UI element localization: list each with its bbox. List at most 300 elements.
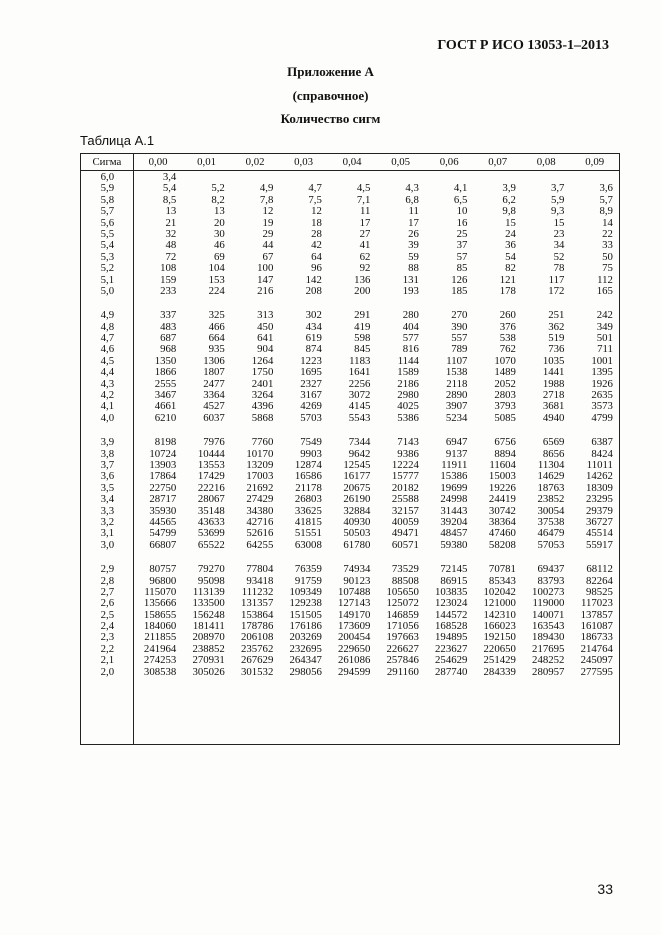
value-cell: 2635 xyxy=(591,389,613,402)
value-cell: 3,9 xyxy=(502,182,516,195)
value-cell: 6756 xyxy=(494,436,516,449)
value-cell: 3,6 xyxy=(599,182,613,195)
value-cell: 8,2 xyxy=(211,193,225,206)
value-cell: 1183 xyxy=(349,354,371,367)
value-cell: 845 xyxy=(354,343,371,356)
value-cell: 67 xyxy=(262,250,274,263)
value-cell: 129238 xyxy=(289,597,322,610)
value-cell: 50503 xyxy=(343,527,371,540)
value-cell: 176186 xyxy=(289,620,322,633)
value-cell: 3264 xyxy=(251,389,274,402)
sigma-cell: 2,8 xyxy=(100,574,115,587)
value-cell: 8,5 xyxy=(162,193,177,206)
value-cell: 32884 xyxy=(343,504,371,517)
sigma-cell: 4,2 xyxy=(100,389,115,402)
value-cell: 1144 xyxy=(397,354,419,367)
value-cell: 137857 xyxy=(580,608,613,621)
value-cell: 30 xyxy=(214,227,225,240)
value-cell: 44 xyxy=(262,239,274,252)
value-cell: 641 xyxy=(257,332,274,345)
value-cell: 37538 xyxy=(537,515,565,528)
value-cell: 217695 xyxy=(532,642,565,655)
value-cell: 24 xyxy=(505,227,516,240)
value-cell: 28 xyxy=(311,227,322,240)
value-cell: 404 xyxy=(402,320,419,333)
value-cell: 4940 xyxy=(542,411,565,424)
value-cell: 4,3 xyxy=(405,182,419,195)
value-cell: 76359 xyxy=(294,563,322,576)
value-cell: 6569 xyxy=(542,436,565,449)
value-cell: 10 xyxy=(456,205,468,218)
value-cell: 238852 xyxy=(192,642,225,655)
value-cell: 36727 xyxy=(585,515,613,528)
value-cell: 91759 xyxy=(294,574,322,587)
value-cell: 3573 xyxy=(591,400,613,413)
header-cell: 0,03 xyxy=(294,156,314,168)
value-cell: 3,4 xyxy=(162,171,177,183)
value-cell: 242 xyxy=(596,309,613,322)
value-cell: 142310 xyxy=(483,608,516,621)
value-cell: 96800 xyxy=(149,574,177,587)
value-cell: 5,2 xyxy=(211,182,225,195)
value-cell: 270931 xyxy=(192,654,225,667)
value-cell: 153864 xyxy=(240,608,274,621)
value-cell: 216 xyxy=(257,284,274,297)
sigma-cell: 2,1 xyxy=(100,654,115,667)
value-cell: 9386 xyxy=(397,447,419,460)
value-cell: 325 xyxy=(208,309,225,322)
value-cell: 200 xyxy=(354,284,371,297)
value-cell: 257846 xyxy=(386,654,419,667)
value-cell: 687 xyxy=(160,332,177,345)
value-cell: 13553 xyxy=(197,458,225,471)
value-cell: 35930 xyxy=(149,504,177,517)
value-cell: 88508 xyxy=(391,574,419,587)
value-cell: 96 xyxy=(311,262,322,275)
value-cell: 11011 xyxy=(586,458,613,471)
value-cell: 291 xyxy=(354,309,371,322)
sigma-cell: 5,8 xyxy=(100,193,115,206)
value-cell: 184060 xyxy=(143,620,177,633)
value-cell: 193 xyxy=(402,284,419,297)
value-cell: 57053 xyxy=(537,538,565,551)
sigma-cell: 2,0 xyxy=(100,665,115,678)
value-cell: 70781 xyxy=(488,563,516,576)
table-row xyxy=(81,598,619,609)
value-cell: 65522 xyxy=(197,538,225,551)
value-cell: 88 xyxy=(408,262,419,275)
value-cell: 156248 xyxy=(192,608,225,621)
value-cell: 2718 xyxy=(542,389,565,402)
value-cell: 26190 xyxy=(343,493,371,506)
sigma-cell: 2,6 xyxy=(100,597,115,610)
value-cell: 7344 xyxy=(348,436,371,449)
value-cell: 280 xyxy=(402,309,419,322)
value-cell: 233 xyxy=(160,284,177,297)
value-cell: 103835 xyxy=(435,585,468,598)
value-cell: 52616 xyxy=(246,527,274,540)
value-cell: 264347 xyxy=(289,654,322,667)
value-cell: 117023 xyxy=(580,597,613,610)
value-cell: 79270 xyxy=(197,563,225,576)
value-cell: 39204 xyxy=(440,515,468,528)
value-cell: 22 xyxy=(602,227,613,240)
value-cell: 78 xyxy=(553,262,565,275)
value-cell: 10170 xyxy=(246,447,274,460)
value-cell: 6,8 xyxy=(405,193,419,206)
value-cell: 557 xyxy=(451,332,468,345)
value-cell: 15 xyxy=(553,216,565,229)
value-cell: 19226 xyxy=(488,481,516,494)
value-cell: 11304 xyxy=(537,458,565,471)
value-cell: 93418 xyxy=(246,574,274,587)
value-cell: 4799 xyxy=(591,411,613,424)
value-cell: 450 xyxy=(257,320,274,333)
value-cell: 16586 xyxy=(294,470,322,483)
value-cell: 6947 xyxy=(445,436,468,449)
value-cell: 48457 xyxy=(440,527,468,540)
value-cell: 11 xyxy=(408,205,419,218)
value-cell: 121000 xyxy=(483,597,516,610)
table-label: Таблица А.1 xyxy=(80,133,155,148)
value-cell: 270 xyxy=(451,309,468,322)
value-cell: 12 xyxy=(262,205,274,218)
value-cell: 105650 xyxy=(386,585,419,598)
table-row xyxy=(81,183,619,194)
value-cell: 2256 xyxy=(348,377,371,390)
value-cell: 29379 xyxy=(585,504,613,517)
value-cell: 1695 xyxy=(300,366,322,379)
value-cell: 47460 xyxy=(488,527,516,540)
value-cell: 62 xyxy=(359,250,371,263)
value-cell: 362 xyxy=(548,320,565,333)
sigma-cell: 5,5 xyxy=(100,227,115,240)
value-cell: 165 xyxy=(596,284,613,297)
value-cell: 21 xyxy=(165,216,177,229)
value-cell: 49471 xyxy=(391,527,419,540)
value-cell: 14 xyxy=(602,216,613,229)
value-cell: 1988 xyxy=(542,377,565,390)
value-cell: 42716 xyxy=(246,515,274,528)
value-cell: 1035 xyxy=(542,354,565,367)
value-cell: 232695 xyxy=(289,642,322,655)
value-cell: 172 xyxy=(548,284,565,297)
value-cell: 267629 xyxy=(240,654,274,667)
value-cell: 18309 xyxy=(585,481,613,494)
value-cell: 577 xyxy=(402,332,419,345)
value-cell: 33625 xyxy=(294,504,322,517)
sigma-cell: 5,4 xyxy=(100,239,115,252)
value-cell: 501 xyxy=(596,332,613,345)
value-cell: 166023 xyxy=(483,620,516,633)
sigma-cell: 5,3 xyxy=(100,250,115,263)
value-cell: 235762 xyxy=(240,642,274,655)
value-cell: 2118 xyxy=(446,377,468,390)
value-cell: 2186 xyxy=(397,377,419,390)
value-cell: 13 xyxy=(214,205,225,218)
table-row xyxy=(81,528,619,539)
value-cell: 4,7 xyxy=(308,182,322,195)
value-cell: 7143 xyxy=(397,436,419,449)
value-cell: 7549 xyxy=(300,436,322,449)
value-cell: 140071 xyxy=(532,608,565,621)
value-cell: 27429 xyxy=(246,493,274,506)
value-cell: 39 xyxy=(408,239,419,252)
value-cell: 4,1 xyxy=(453,182,468,195)
value-cell: 66807 xyxy=(149,538,177,551)
sigma-cell: 5,0 xyxy=(100,284,115,297)
value-cell: 287740 xyxy=(435,665,468,678)
value-cell: 762 xyxy=(499,343,516,356)
value-cell: 3167 xyxy=(300,389,322,402)
value-cell: 197663 xyxy=(386,631,419,644)
value-cell: 16 xyxy=(456,216,468,229)
value-cell: 15386 xyxy=(440,470,468,483)
value-cell: 63008 xyxy=(294,538,322,551)
value-cell: 144572 xyxy=(435,608,468,621)
value-cell: 149170 xyxy=(337,608,371,621)
value-cell: 337 xyxy=(160,309,177,322)
value-cell: 277595 xyxy=(580,665,613,678)
value-cell: 3907 xyxy=(445,400,468,413)
value-cell: 13 xyxy=(165,205,177,218)
value-cell: 200454 xyxy=(337,631,371,644)
value-cell: 208 xyxy=(305,284,322,297)
value-cell: 1223 xyxy=(300,354,322,367)
value-cell: 69437 xyxy=(537,563,565,576)
value-cell: 109349 xyxy=(289,585,322,598)
value-cell: 5,7 xyxy=(599,193,613,206)
value-cell: 11604 xyxy=(489,458,516,471)
value-cell: 2555 xyxy=(154,377,177,390)
value-cell: 34 xyxy=(553,239,565,252)
value-cell: 5386 xyxy=(397,411,419,424)
table-row xyxy=(81,367,619,378)
value-cell: 4269 xyxy=(300,400,322,413)
table-row xyxy=(81,564,619,575)
sigma-cell: 2,9 xyxy=(100,563,115,576)
value-cell: 17429 xyxy=(197,470,225,483)
value-cell: 3364 xyxy=(203,389,225,402)
value-cell: 1489 xyxy=(494,366,516,379)
value-cell: 5,4 xyxy=(162,182,177,195)
value-cell: 194895 xyxy=(435,631,468,644)
value-cell: 32 xyxy=(165,227,177,240)
value-cell: 214764 xyxy=(580,642,613,655)
value-cell: 173609 xyxy=(337,620,371,633)
value-cell: 8656 xyxy=(542,447,565,460)
value-cell: 40059 xyxy=(391,515,419,528)
value-cell: 2327 xyxy=(300,377,322,390)
sigma-cell: 4,8 xyxy=(100,320,115,333)
value-cell: 1538 xyxy=(445,366,468,379)
sigma-cell: 3,6 xyxy=(100,470,115,483)
value-cell: 816 xyxy=(402,343,419,356)
value-cell: 8,9 xyxy=(599,205,613,218)
value-cell: 11911 xyxy=(441,458,468,471)
value-cell: 22216 xyxy=(197,481,225,494)
value-cell: 7,8 xyxy=(259,193,274,206)
table-header-row xyxy=(81,154,619,171)
value-cell: 274253 xyxy=(143,654,177,667)
value-cell: 301532 xyxy=(240,665,274,678)
value-cell: 598 xyxy=(354,332,371,345)
value-cell: 18 xyxy=(311,216,322,229)
value-cell: 302 xyxy=(305,309,322,322)
value-cell: 419 xyxy=(354,320,371,333)
value-cell: 4,5 xyxy=(356,182,371,195)
value-cell: 874 xyxy=(305,343,322,356)
value-cell: 117 xyxy=(548,273,565,286)
value-cell: 3,7 xyxy=(550,182,565,195)
value-cell: 112 xyxy=(597,273,613,286)
value-cell: 178786 xyxy=(240,620,274,633)
value-cell: 54 xyxy=(505,250,516,263)
value-cell: 42 xyxy=(311,239,322,252)
value-cell: 1001 xyxy=(591,354,613,367)
value-cell: 226627 xyxy=(386,642,419,655)
value-cell: 1750 xyxy=(251,366,274,379)
value-cell: 90123 xyxy=(343,574,371,587)
sigma-cell: 2,7 xyxy=(100,585,115,598)
value-cell: 13903 xyxy=(149,458,177,471)
value-cell: 64255 xyxy=(246,538,274,551)
value-cell: 245097 xyxy=(580,654,613,667)
value-cell: 2477 xyxy=(203,377,225,390)
value-cell: 19 xyxy=(262,216,274,229)
value-cell: 313 xyxy=(257,309,274,322)
value-cell: 6387 xyxy=(591,436,613,449)
value-cell: 72 xyxy=(165,250,177,263)
header-cell: 0,05 xyxy=(391,156,411,168)
value-cell: 61780 xyxy=(343,538,371,551)
value-cell: 12224 xyxy=(391,458,419,471)
value-cell: 92 xyxy=(359,262,371,275)
value-cell: 14262 xyxy=(585,470,613,483)
value-cell: 23852 xyxy=(537,493,565,506)
value-cell: 80757 xyxy=(149,563,177,576)
value-cell: 163543 xyxy=(532,620,565,633)
value-cell: 37 xyxy=(456,239,468,252)
value-cell: 45514 xyxy=(585,527,613,540)
value-cell: 107488 xyxy=(337,585,371,598)
value-cell: 21692 xyxy=(246,481,274,494)
value-cell: 1926 xyxy=(591,377,613,390)
sigma-cell: 5,9 xyxy=(100,182,115,195)
value-cell: 736 xyxy=(548,343,565,356)
value-cell: 95098 xyxy=(197,574,225,587)
value-cell: 24419 xyxy=(488,493,516,506)
value-cell: 11 xyxy=(359,205,371,218)
value-cell: 58208 xyxy=(488,538,516,551)
value-cell: 86915 xyxy=(440,574,468,587)
value-cell: 185 xyxy=(451,284,468,297)
sigma-cell: 2,5 xyxy=(100,608,115,621)
value-cell: 28067 xyxy=(197,493,225,506)
value-cell: 6,2 xyxy=(502,193,516,206)
table-row xyxy=(81,437,619,448)
row-group xyxy=(81,309,619,424)
value-cell: 1070 xyxy=(494,354,516,367)
value-cell: 26 xyxy=(408,227,419,240)
row-group xyxy=(81,436,619,551)
value-cell: 142 xyxy=(305,273,322,286)
sigma-cell: 4,5 xyxy=(100,354,115,367)
value-cell: 1641 xyxy=(348,366,371,379)
sigma-cell: 5,1 xyxy=(100,273,115,286)
table-row xyxy=(81,240,619,251)
value-cell: 904 xyxy=(257,343,274,356)
sigma-cell: 4,0 xyxy=(100,411,115,424)
value-cell: 21178 xyxy=(295,481,322,494)
value-cell: 35148 xyxy=(197,504,225,517)
value-cell: 3072 xyxy=(348,389,371,402)
value-cell: 466 xyxy=(208,320,225,333)
value-cell: 305026 xyxy=(192,665,225,678)
value-cell: 98525 xyxy=(585,585,613,598)
value-cell: 1395 xyxy=(591,366,613,379)
value-cell: 12545 xyxy=(343,458,371,471)
value-cell: 83793 xyxy=(537,574,565,587)
value-cell: 31443 xyxy=(440,504,468,517)
table-row xyxy=(81,540,619,551)
header-cell: 0,04 xyxy=(342,156,362,168)
value-cell: 308538 xyxy=(143,665,177,678)
value-cell: 158655 xyxy=(143,608,177,621)
value-cell: 2890 xyxy=(445,389,468,402)
value-cell: 3467 xyxy=(154,389,177,402)
value-cell: 248252 xyxy=(532,654,565,667)
value-cell: 151505 xyxy=(289,608,322,621)
sigma-table xyxy=(80,153,620,745)
value-cell: 104 xyxy=(208,262,225,275)
value-cell: 146859 xyxy=(386,608,419,621)
value-cell: 17 xyxy=(408,216,419,229)
value-cell: 18763 xyxy=(537,481,565,494)
value-cell: 8424 xyxy=(591,447,613,460)
value-cell: 53699 xyxy=(197,527,225,540)
value-cell: 29 xyxy=(262,227,274,240)
value-cell: 72145 xyxy=(440,563,468,576)
sigma-cell: 2,3 xyxy=(100,631,115,644)
value-cell: 48 xyxy=(165,239,177,252)
value-cell: 1350 xyxy=(154,354,177,367)
sigma-cell: 6,0 xyxy=(100,171,115,183)
value-cell: 82 xyxy=(505,262,516,275)
value-cell: 15003 xyxy=(488,470,516,483)
value-cell: 17 xyxy=(359,216,371,229)
value-cell: 12874 xyxy=(294,458,322,471)
value-cell: 40930 xyxy=(343,515,371,528)
value-cell: 664 xyxy=(208,332,225,345)
value-cell: 59 xyxy=(408,250,419,263)
sigma-cell: 3,8 xyxy=(100,447,115,460)
value-cell: 2052 xyxy=(494,377,516,390)
value-cell: 147 xyxy=(257,273,274,286)
value-cell: 1807 xyxy=(203,366,225,379)
value-cell: 82264 xyxy=(585,574,613,587)
value-cell: 1107 xyxy=(446,354,468,367)
value-cell: 69 xyxy=(214,250,225,263)
value-cell: 298056 xyxy=(289,665,322,678)
value-cell: 4,9 xyxy=(259,182,274,195)
value-cell: 41815 xyxy=(294,515,322,528)
value-cell: 102042 xyxy=(483,585,516,598)
row-group xyxy=(81,563,619,678)
sigma-cell: 3,4 xyxy=(100,493,115,506)
value-cell: 261086 xyxy=(337,654,371,667)
value-cell: 28717 xyxy=(149,493,177,506)
